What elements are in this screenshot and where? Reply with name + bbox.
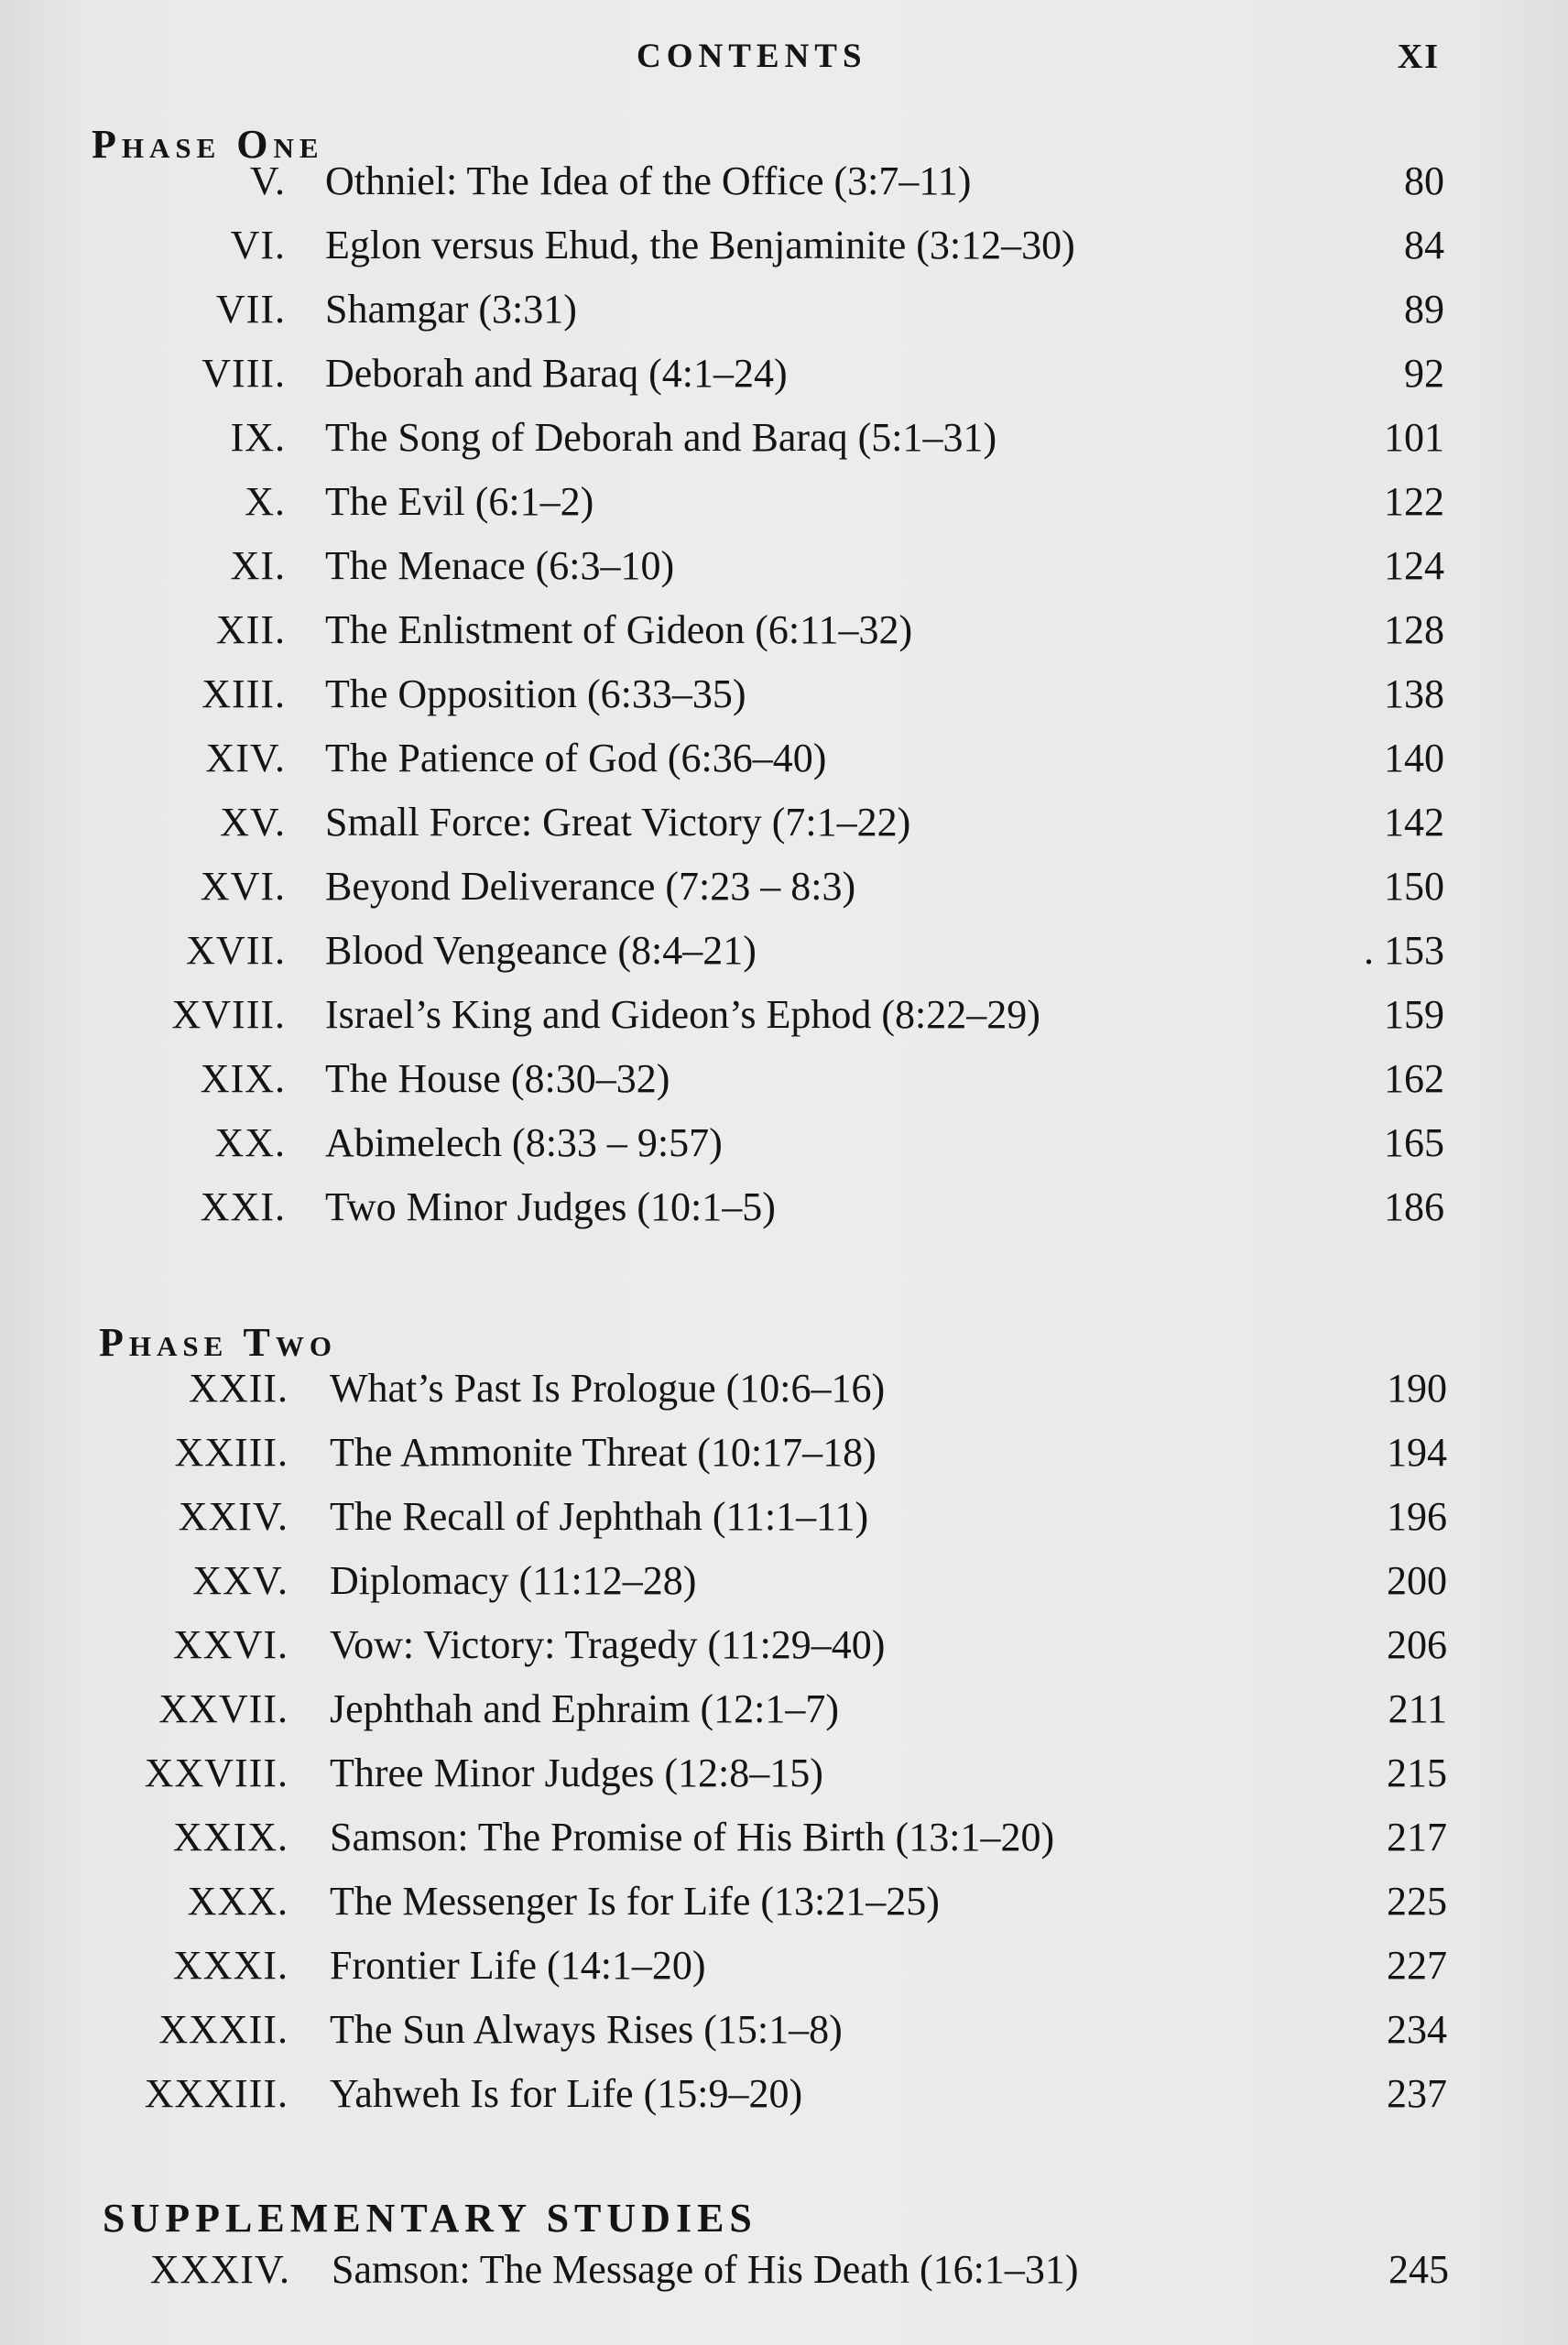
section-heading-phase-two: Phase Two bbox=[99, 1320, 337, 1365]
chapter-title: Frontier Life (14:1–20) bbox=[330, 1943, 706, 1988]
chapter-title: Eglon versus Ehud, the Benjaminite (3:12–30) bbox=[325, 223, 1075, 267]
chapter-numeral: XXIV. bbox=[178, 1494, 289, 1539]
chapter-title: Diplomacy (11:12–28) bbox=[330, 1558, 697, 1603]
chapter-title: Small Force: Great Victory (7:1–22) bbox=[325, 800, 911, 845]
toc-entry bbox=[0, 478, 1568, 533]
chapter-page: 217 bbox=[1387, 1815, 1447, 1860]
toc-entry bbox=[0, 863, 1568, 918]
chapter-numeral: XXII. bbox=[189, 1366, 289, 1411]
section-heading-phase-one: Phase One bbox=[92, 122, 324, 167]
toc-entry bbox=[0, 1557, 1568, 1612]
chapter-title: The Enlistment of Gideon (6:11–32) bbox=[325, 607, 913, 652]
chapter-numeral: XXIX. bbox=[173, 1815, 289, 1860]
chapter-page: 190 bbox=[1387, 1366, 1447, 1411]
chapter-page: 124 bbox=[1384, 543, 1444, 588]
chapter-title: What’s Past Is Prologue (10:6–16) bbox=[330, 1366, 886, 1411]
toc-entry bbox=[0, 991, 1568, 1046]
chapter-page: 186 bbox=[1384, 1184, 1444, 1229]
chapter-numeral: XXIII. bbox=[174, 1430, 289, 1475]
chapter-title: The Recall of Jephthah (11:1–11) bbox=[330, 1494, 869, 1539]
chapter-numeral: VI. bbox=[230, 223, 286, 267]
page-number: XI bbox=[1397, 38, 1440, 76]
chapter-numeral: V. bbox=[249, 158, 286, 203]
toc-entry bbox=[0, 2006, 1568, 2061]
toc-entry bbox=[0, 1750, 1568, 1805]
chapter-page: 159 bbox=[1384, 992, 1444, 1037]
chapter-page: 84 bbox=[1404, 223, 1444, 267]
chapter-title: The Menace (6:3–10) bbox=[325, 543, 675, 588]
toc-entry bbox=[0, 606, 1568, 661]
chapter-page: 234 bbox=[1387, 2007, 1447, 2052]
chapter-page: 237 bbox=[1387, 2071, 1447, 2116]
chapter-title: The Ammonite Threat (10:17–18) bbox=[330, 1430, 877, 1475]
chapter-numeral: XXVIII. bbox=[144, 1751, 289, 1795]
chapter-title: Yahweh Is for Life (15:9–20) bbox=[330, 2071, 803, 2116]
toc-entry bbox=[0, 2070, 1568, 2125]
chapter-numeral: XXXI. bbox=[173, 1943, 289, 1988]
chapter-title: Abimelech (8:33 – 9:57) bbox=[325, 1120, 723, 1165]
toc-entry bbox=[0, 1493, 1568, 1548]
toc-entry bbox=[0, 927, 1568, 982]
chapter-title: Shamgar (3:31) bbox=[325, 287, 577, 332]
chapter-page: 92 bbox=[1404, 351, 1444, 396]
toc-entry bbox=[0, 350, 1568, 405]
toc-entry bbox=[0, 1942, 1568, 1997]
chapter-numeral: XXVII. bbox=[158, 1686, 289, 1731]
chapter-title: Three Minor Judges (12:8–15) bbox=[330, 1751, 823, 1795]
section-heading-supplementary: SUPPLEMENTARY STUDIES bbox=[103, 2196, 757, 2241]
chapter-page: 194 bbox=[1387, 1430, 1447, 1475]
chapter-page: 200 bbox=[1387, 1558, 1447, 1603]
chapter-numeral: XVI. bbox=[200, 864, 286, 909]
chapter-page: 225 bbox=[1387, 1879, 1447, 1924]
toc-entry bbox=[0, 1365, 1568, 1420]
chapter-numeral: XXXIV. bbox=[149, 2247, 290, 2292]
chapter-page: 227 bbox=[1387, 1943, 1447, 1988]
chapter-title: Othniel: The Idea of the Office (3:7–11) bbox=[325, 158, 972, 203]
chapter-page: . 153 bbox=[1364, 928, 1444, 973]
toc-entry bbox=[0, 1183, 1568, 1238]
toc-entry bbox=[0, 414, 1568, 469]
chapter-page: 128 bbox=[1384, 607, 1444, 652]
chapter-page: 142 bbox=[1384, 800, 1444, 845]
running-head bbox=[0, 37, 1568, 82]
toc-entry bbox=[0, 735, 1568, 790]
chapter-page: 101 bbox=[1384, 415, 1444, 460]
chapter-numeral: IX. bbox=[230, 415, 286, 460]
chapter-numeral: XXXIII. bbox=[144, 2071, 289, 2116]
toc-entry bbox=[0, 1878, 1568, 1933]
toc-entry bbox=[0, 1814, 1568, 1869]
chapter-page: 165 bbox=[1384, 1120, 1444, 1165]
chapter-numeral: XXVI. bbox=[173, 1622, 289, 1667]
chapter-numeral: XXV. bbox=[192, 1558, 289, 1603]
chapter-title: Vow: Victory: Tragedy (11:29–40) bbox=[330, 1622, 886, 1667]
chapter-title: Blood Vengeance (8:4–21) bbox=[325, 928, 757, 973]
chapter-title: The Messenger Is for Life (13:21–25) bbox=[330, 1879, 940, 1924]
running-title: CONTENTS bbox=[637, 38, 867, 75]
chapter-title: The Patience of God (6:36–40) bbox=[325, 736, 827, 780]
chapter-numeral: XI. bbox=[230, 543, 286, 588]
chapter-page: 162 bbox=[1384, 1056, 1444, 1101]
chapter-numeral: VIII. bbox=[201, 351, 286, 396]
toc-entry bbox=[0, 1055, 1568, 1110]
chapter-numeral: XXX. bbox=[187, 1879, 289, 1924]
toc-entry bbox=[0, 286, 1568, 341]
chapter-page: 245 bbox=[1388, 2247, 1449, 2292]
toc-entry bbox=[0, 1685, 1568, 1740]
chapter-page: 140 bbox=[1384, 736, 1444, 780]
chapter-title: The Sun Always Rises (15:1–8) bbox=[330, 2007, 843, 2052]
chapter-title: Samson: The Promise of His Birth (13:1–20) bbox=[330, 1815, 1055, 1860]
chapter-title: Israel’s King and Gideon’s Ephod (8:22–29) bbox=[325, 992, 1040, 1037]
chapter-numeral: XVII. bbox=[186, 928, 286, 973]
chapter-page: 206 bbox=[1387, 1622, 1447, 1667]
toc-entry bbox=[0, 222, 1568, 277]
toc-entry bbox=[0, 799, 1568, 854]
toc-entry bbox=[0, 2246, 1568, 2301]
chapter-title: Deborah and Baraq (4:1–24) bbox=[325, 351, 788, 396]
chapter-page: 150 bbox=[1384, 864, 1444, 909]
chapter-numeral: XX. bbox=[214, 1120, 286, 1165]
chapter-title: Two Minor Judges (10:1–5) bbox=[325, 1184, 776, 1229]
chapter-title: Beyond Deliverance (7:23 – 8:3) bbox=[325, 864, 856, 909]
chapter-page: 211 bbox=[1388, 1686, 1447, 1731]
chapter-title: The Song of Deborah and Baraq (5:1–31) bbox=[325, 415, 997, 460]
chapter-title: Jephthah and Ephraim (12:1–7) bbox=[330, 1686, 839, 1731]
chapter-numeral: X. bbox=[245, 479, 286, 524]
chapter-title: The Opposition (6:33–35) bbox=[325, 671, 746, 716]
chapter-title: The Evil (6:1–2) bbox=[325, 479, 594, 524]
chapter-numeral: XIV. bbox=[205, 736, 286, 780]
chapter-page: 138 bbox=[1384, 671, 1444, 716]
chapter-numeral: XXI. bbox=[200, 1184, 286, 1229]
chapter-page: 215 bbox=[1387, 1751, 1447, 1795]
chapter-title: Samson: The Message of His Death (16:1–31) bbox=[332, 2247, 1079, 2292]
chapter-page: 80 bbox=[1404, 158, 1444, 203]
chapter-numeral: XV. bbox=[220, 800, 286, 845]
chapter-page: 89 bbox=[1404, 287, 1444, 332]
chapter-page: 196 bbox=[1387, 1494, 1447, 1539]
chapter-numeral: XIX. bbox=[200, 1056, 286, 1101]
toc-entry bbox=[0, 158, 1568, 213]
chapter-numeral: XII. bbox=[215, 607, 286, 652]
chapter-numeral: XIII. bbox=[201, 671, 286, 716]
toc-entry bbox=[0, 1429, 1568, 1484]
chapter-numeral: XXXII. bbox=[158, 2007, 289, 2052]
chapter-numeral: XVIII. bbox=[171, 992, 286, 1037]
toc-entry bbox=[0, 671, 1568, 725]
toc-entry bbox=[0, 1119, 1568, 1174]
toc-entry bbox=[0, 1621, 1568, 1676]
toc-entry bbox=[0, 542, 1568, 597]
chapter-numeral: VII. bbox=[215, 287, 286, 332]
chapter-title: The House (8:30–32) bbox=[325, 1056, 670, 1101]
chapter-page: 122 bbox=[1384, 479, 1444, 524]
